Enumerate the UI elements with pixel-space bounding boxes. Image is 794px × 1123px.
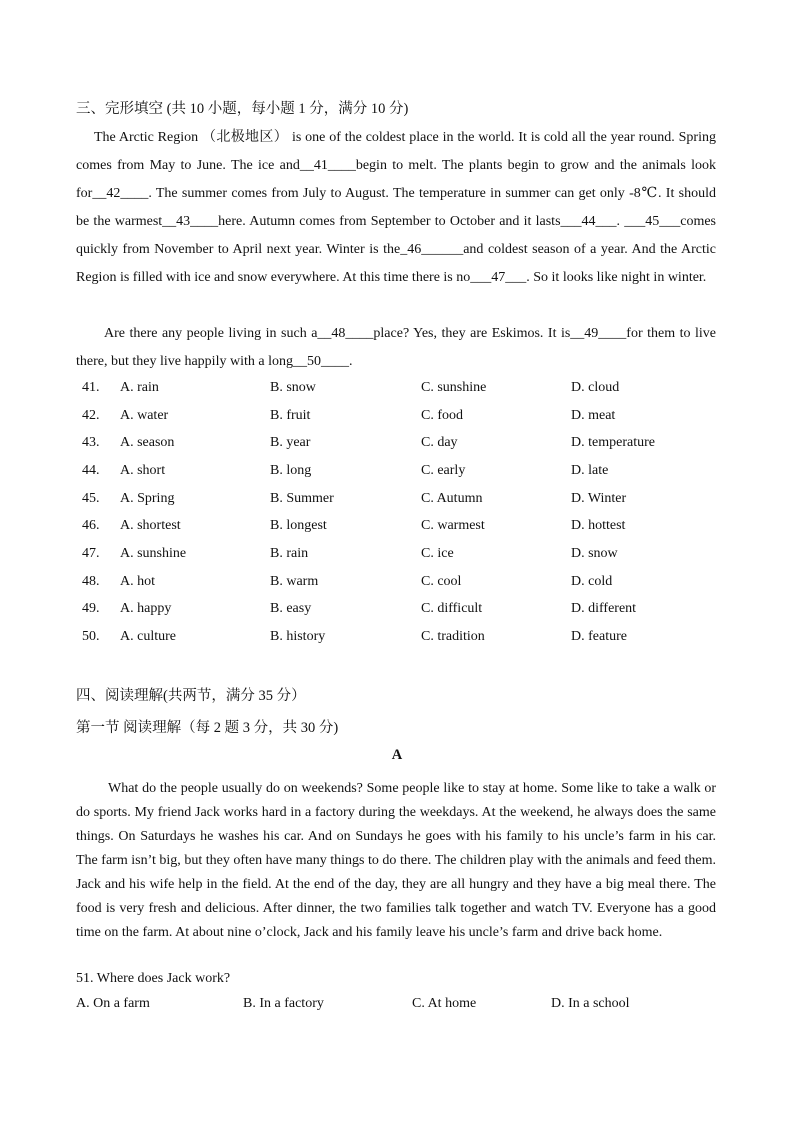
option-d: D. late [571,463,609,478]
question-number: 49. [82,601,100,616]
option-a: A. shortest [120,518,181,533]
option-a: A. season [120,435,175,450]
option-c: C. ice [421,546,454,561]
option-a: A. Spring [120,491,175,506]
passage-title: A [391,747,403,763]
question-number: 42. [82,408,100,423]
option-c: C. At home [412,996,477,1011]
option-d: D. hottest [571,518,626,533]
question-number: 45. [82,491,100,506]
option-d: D. meat [571,408,616,423]
question-number: 44. [82,463,100,478]
cloze-passage-paragraph-1: The Arctic Region （北极地区） is one of the coldest place in the world. It is cold all the year round. Spring comes from May to June. The ice and__41____begin to melt. The plants begin to grow and the animals look for__42____. The summer comes from July to August. The temperature in summer can get only -8℃. It should be the warmest__43____here. Autumn comes from September to October and it lasts___44___. ___45___comes quickly from November to April next year. Winter is the_46______and coldest season of a year. And the Arctic Region is filled with ice and snow everywhere. At this time there is no___47___. So it looks like night in winter. [76,130,716,285]
option-b: B. longest [270,518,327,533]
option-c: C. food [421,408,463,423]
cloze-passage-paragraph-2: Are there any people living in such a__48____place? Yes, they are Eskimos. It is__49____for them to live there, but they live happily with a long__50____. [76,326,716,369]
reading-section-heading: 四、阅读理解(共两节，满分 35 分） [76,688,306,704]
option-b: B. warm [270,574,319,589]
question-number: 47. [82,546,100,561]
question-51-text: 51. Where does Jack work? [76,971,231,986]
option-c: C. day [421,435,458,450]
option-d: D. cold [571,574,613,589]
option-d: D. temperature [571,435,655,450]
question-number: 43. [82,435,100,450]
option-d: D. feature [571,629,627,644]
option-a: A. happy [120,601,172,616]
option-b: B. Summer [270,491,334,506]
reading-passage: What do the people usually do on weekends? Some people like to stay at home. Some like to take a walk or do sports. My friend Jack works hard in a factory during the weekdays. At the weekend, he always does the same things. On Saturdays he washes his car. And on Sundays he goes with his family to his uncle’s farm in his car. The farm isn’t big, but they often have many things to do there. The children play with the animals and feed them. Jack and his wife help in the field. At the end of the day, they are all hungry and they have a big meal there. The food is very fresh and delicious. After dinner, the two families talk together and watch TV. Everyone has a good time on the farm. At about nine o’clock, Jack and his family leave his uncle’s farm and drive back home. [76,781,716,940]
option-c: C. Autumn [421,491,483,506]
option-d: D. In a school [551,996,630,1011]
question-number: 41. [82,380,100,395]
option-c: C. difficult [421,601,483,616]
option-a: A. On a farm [76,996,150,1011]
option-c: C. warmest [421,518,485,533]
option-c: C. cool [421,574,462,589]
option-b: B. long [270,463,312,478]
option-d: D. different [571,601,637,616]
option-a: A. short [120,463,166,478]
option-c: C. sunshine [421,380,487,395]
option-b: B. In a factory [243,996,324,1011]
option-b: B. fruit [270,408,311,423]
option-c: C. tradition [421,629,485,644]
option-a: A. rain [120,380,159,395]
question-number: 48. [82,574,100,589]
question-number: 46. [82,518,100,533]
option-d: D. snow [571,546,618,561]
option-c: C. early [421,463,466,478]
option-a: A. water [120,408,169,423]
option-a: A. culture [120,629,176,644]
option-a: A. hot [120,574,155,589]
option-d: D. Winter [571,491,627,506]
option-b: B. rain [270,546,309,561]
option-d: D. cloud [571,380,620,395]
question-number: 50. [82,629,100,644]
option-b: B. history [270,629,326,644]
option-a: A. sunshine [120,546,187,561]
option-b: B. year [270,435,311,450]
option-b: B. snow [270,380,316,395]
option-b: B. easy [270,601,312,616]
reading-subsection-heading: 第一节 阅读理解（每 2 题 3 分，共 30 分) [76,720,339,736]
cloze-section-heading: 三、完形填空 (共 10 小题，每小题 1 分，满分 10 分) [76,101,409,117]
